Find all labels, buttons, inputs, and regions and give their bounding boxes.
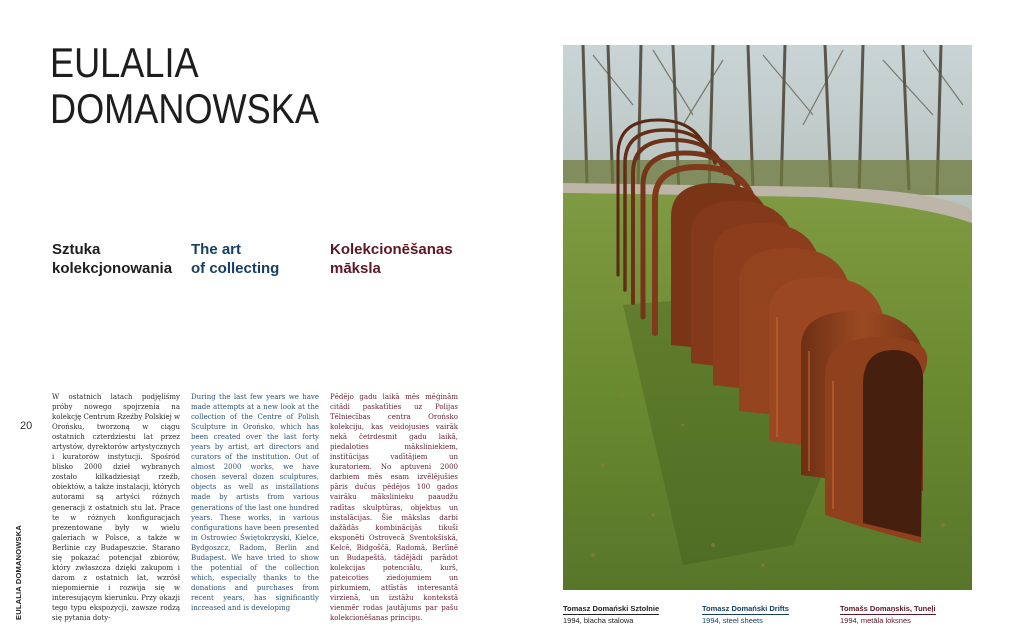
caption-polish-title: Tomasz Domański Sztolnie xyxy=(563,604,660,613)
body-text-latvian: Pēdējo gadu laikā mēs mēģinām citādi paskatīties uz Polijas Tēlniecības centra Orońsko kolekciju, kas veidojusies vairāk nekā četrdesmit gadu laikā, piedaloties māksliniekiem, institūcijas vadītājiem un kuratoriem. No aptuveni 2000 darbiem mēs esam izvēlējušies pāris dučus pēdējos 100 gados vairāku mākslinieku paaudžu radītas skulptūras, objektus un instalācijas. Šie mākslas darbi dažādās kombinācijās tikuši eksponēti Ostrovecā Sventokšiskā, Kelcē, Bidgoščā, Radomā, Berlīnē un Budapeštā, tādējādi parādot kolekcijas potenciālu, kurš, pateicoties ziedojumiem un pirkumiem, attīstās interesantā virzienā, un izstāžu kontekstā vienmēr rodas jautājums par pašu kolekcionēšanas principu. xyxy=(330,393,458,623)
heading-english-line-2: of collecting xyxy=(191,260,280,277)
caption-english xyxy=(702,603,832,626)
page-number: 20 xyxy=(20,420,33,432)
caption-latvian xyxy=(840,603,970,626)
heading-english xyxy=(191,240,279,278)
sculpture-photo xyxy=(563,45,972,590)
title-line-1: EULALIA xyxy=(50,39,199,86)
caption-polish xyxy=(563,603,693,626)
heading-latvian-line-2: māksla xyxy=(330,260,381,277)
running-head: EULALIA DOMANOWSKA xyxy=(14,525,23,620)
body-text-polish: W ostatnich latach podjęliśmy próby nowego spojrzenia na kolekcję Centrum Rzeźby Polskiej w Orońsku, tworzoną w ciągu ostatnich czterdziestu lat przez artystów, dyrektorów artystycznych i kuratorów instytucji. Spośród blisko 2000 dzieł wybranych zostało kilkadziesiąt rzeźb, obiektów, a także instalacji, których autorami są artyści różnych generacji z ostatnich stu lat. Prace te w różnych konfiguracjach prezentowane były w wielu galeriach w Polsce, a także w Berlinie czy Budapeszcie. Starano się pokazać potencjał zbiorów, który zwłaszcza dzięki zakupom i darom z ostatnich lat, wzrósł niepomiernie i rozwija się w interesującym kierunku. Przy okazji tego typu ekspozycji, zawsze rodzą się pytania doty- xyxy=(52,393,181,623)
body-text-english: During the last few years we have made attempts at a new look at the collection of the Centre of Polish Sculpture in Orońsko, which has been created over the last forty years by artist, art directors and curators of the institution. Out of almost 2000 works, we have chosen several dozen sculptures, objects as well as installations made by artists from various generations of the last one hundred years. These works, in various configurations have been presented in Ostrowiec Świętokrzyski, Kielce, Bydgoszcz, Radom, Berlin and Budapest. We have tried to show the potential of the collection which, especially thanks to the donations and purchases from recent years, has significantly increased and is developing xyxy=(191,393,319,612)
heading-latvian xyxy=(330,240,453,278)
caption-english-details: 1994, steel sheets xyxy=(702,616,763,625)
caption-latvian-title: Tomašs Domaņskis, Tuneļi xyxy=(840,604,936,613)
page-title xyxy=(50,40,319,132)
heading-english-line-1: The art xyxy=(191,241,242,258)
heading-latvian-line-1: Kolekcionēšanas xyxy=(330,241,453,258)
sculpture-photo-drawing xyxy=(563,45,972,590)
caption-polish-details: 1994, blacha stalowa xyxy=(563,616,634,625)
heading-polish xyxy=(52,240,172,278)
heading-polish-line-2: kolekcjonowania xyxy=(52,260,173,277)
title-line-2: DOMANOWSKA xyxy=(50,85,319,132)
caption-latvian-details: 1994, metāla loksnes xyxy=(840,616,911,625)
caption-english-title: Tomasz Domański Drifts xyxy=(702,604,789,613)
panel-front-opening xyxy=(863,350,923,537)
heading-polish-line-1: Sztuka xyxy=(52,241,101,258)
